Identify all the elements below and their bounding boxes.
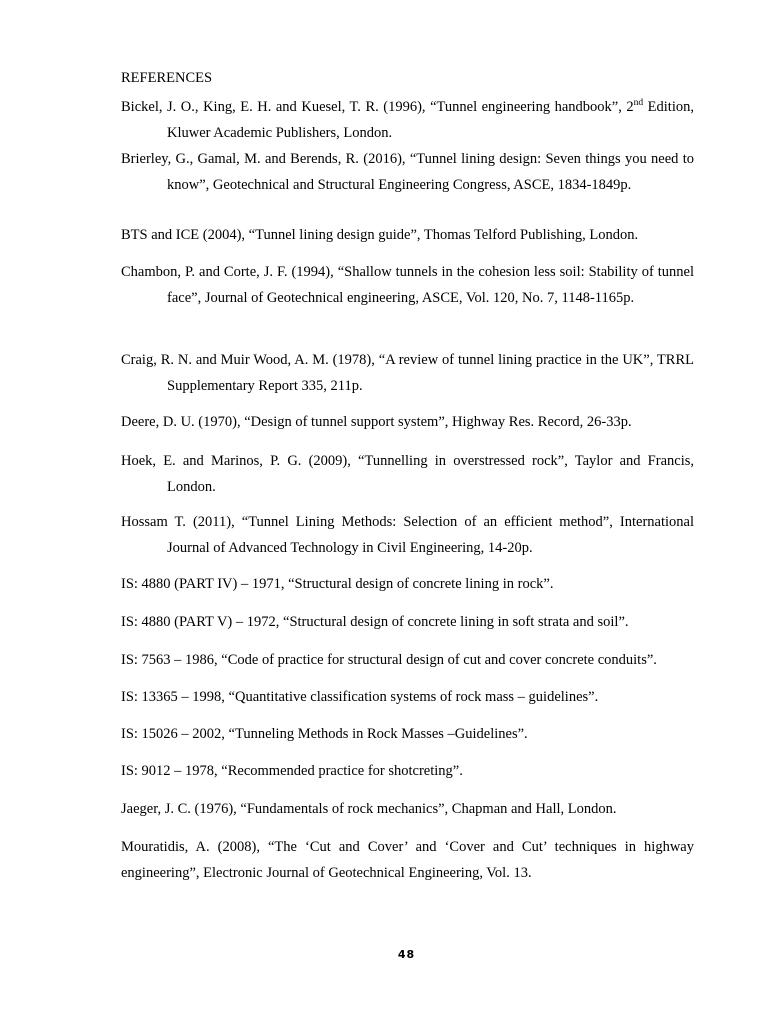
reference-entry: IS: 15026 – 2002, “Tunneling Methods in Rock Masses –Guidelines”. [121,726,528,742]
page-number: 48 [397,948,416,961]
reference-entry: IS: 9012 – 1978, “Recommended practice for shotcreting”. [121,763,463,779]
reference-entry: Hoek, E. and Marinos, P. G. (2009), “Tunnelling in overstressed rock”, Taylor and Francis, London. [121,453,694,495]
reference-text: Bickel, J. O., King, E. H. and Kuesel, T. R. (1996), “Tunnel engineering handbook”, 2 [121,99,634,115]
reference-entry: Deere, D. U. (1970), “Design of tunnel support system”, Highway Res. Record, 26-33p. [121,414,632,430]
reference-entry: IS: 7563 – 1986, “Code of practice for structural design of cut and cover concrete conduits”. [121,652,657,668]
reference-entry: IS: 4880 (PART IV) – 1971, “Structural design of concrete lining in rock”. [121,576,554,592]
reference-entry: Jaeger, J. C. (1976), “Fundamentals of rock mechanics”, Chapman and Hall, London. [121,801,617,817]
reference-entry: Craig, R. N. and Muir Wood, A. M. (1978), “A review of tunnel lining practice in the UK”, TRRL Supplementary Report 335, 211p. [121,352,694,394]
reference-text-continued: Edition, Kluwer Academic Publishers, London. [167,99,694,141]
reference-superscript: nd [633,98,644,109]
references-heading: REFERENCES [121,70,213,86]
reference-entry: Hossam T. (2011), “Tunnel Lining Methods: Selection of an efficient method”, International Journal of Advanced Technology in Civil Engineering, 14-20p. [121,514,694,556]
reference-entry: BTS and ICE (2004), “Tunnel lining design guide”, Thomas Telford Publishing, London. [121,227,639,243]
reference-entry [121,95,694,146]
reference-entry: IS: 4880 (PART V) – 1972, “Structural design of concrete lining in soft strata and soil”. [121,614,629,630]
reference-entry: Brierley, G., Gamal, M. and Berends, R. (2016), “Tunnel lining design: Seven things you need to know”, Geotechnical and Structural Engineering Congress, ASCE, 1834-1849p. [121,151,694,193]
reference-entry: IS: 13365 – 1998, “Quantitative classification systems of rock mass – guidelines”. [121,689,599,705]
reference-entry: Chambon, P. and Corte, J. F. (1994), “Shallow tunnels in the cohesion less soil: Stability of tunnel face”, Journal of Geotechnical engineering, ASCE, Vol. 120, No. 7, 1148-1165p. [121,264,694,306]
reference-entry: Mouratidis, A. (2008), “The ‘Cut and Cover’ and ‘Cover and Cut’ techniques in highway engineering”, Electronic Journal of Geotechnical Engineering, Vol. 13. [121,839,694,881]
